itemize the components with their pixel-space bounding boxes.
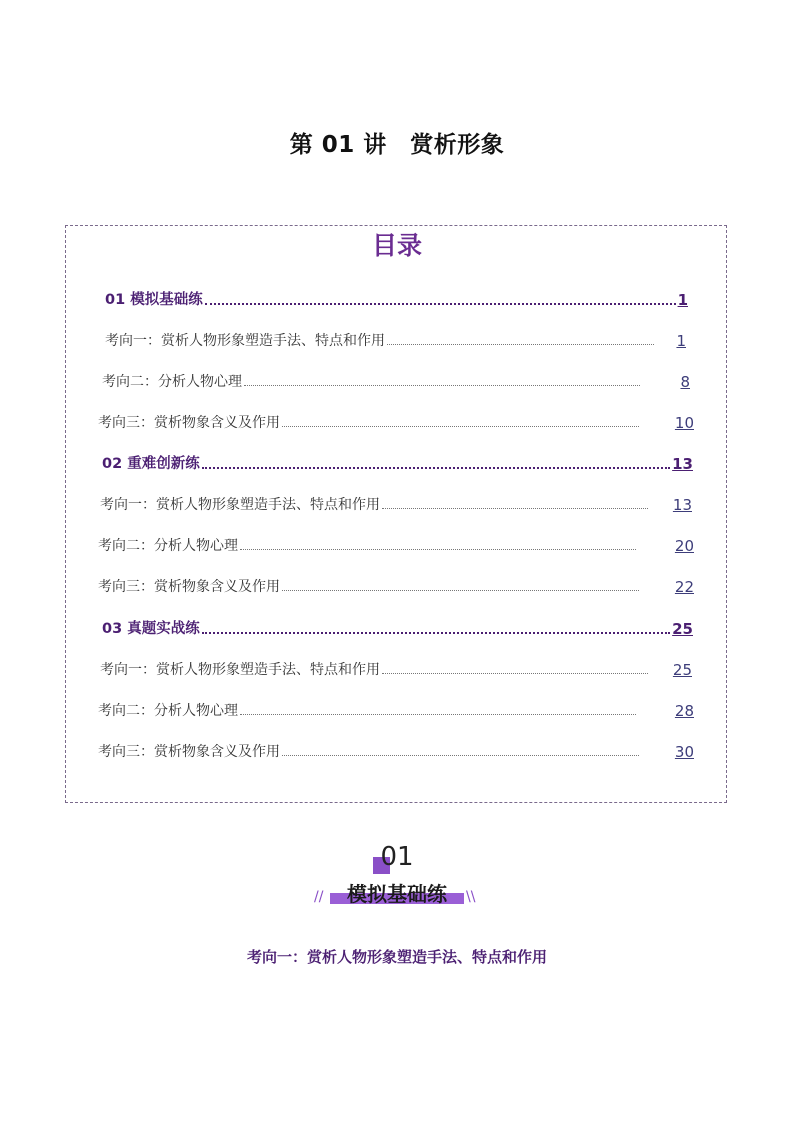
toc-leader bbox=[282, 754, 639, 756]
toc-leader bbox=[202, 466, 670, 469]
toc-leader bbox=[382, 672, 648, 674]
page-title: 第 01 讲 赏析形象 bbox=[289, 132, 505, 158]
toc-page-link[interactable]: 8 bbox=[680, 373, 690, 391]
toc-item-label: 考向二：分析人物心理 bbox=[102, 374, 242, 390]
subheading: 考向一：赏析人物形象塑造手法、特点和作用 bbox=[246, 948, 547, 966]
toc-page-link[interactable]: 20 bbox=[674, 537, 694, 555]
toc-leader bbox=[382, 507, 648, 509]
toc-item-label: 考向三：赏析物象含义及作用 bbox=[98, 744, 280, 760]
decorative-slash-left: // bbox=[314, 889, 324, 905]
toc-item-label: 考向一：赏析人物形象塑造手法、特点和作用 bbox=[100, 662, 380, 678]
toc-page-link[interactable]: 13 bbox=[672, 455, 693, 473]
toc-item[interactable] bbox=[105, 328, 688, 350]
toc-item-label: 考向一：赏析人物形象塑造手法、特点和作用 bbox=[105, 333, 385, 349]
toc-page-link[interactable]: 25 bbox=[672, 661, 692, 679]
toc-page-link[interactable]: 13 bbox=[672, 496, 692, 514]
toc-page-link[interactable]: 10 bbox=[674, 414, 694, 432]
toc-leader bbox=[282, 425, 639, 427]
toc-section-label: 03 真题实战练 bbox=[102, 621, 200, 637]
toc-leader bbox=[244, 384, 640, 386]
toc-item[interactable] bbox=[100, 657, 692, 679]
toc-section-03[interactable] bbox=[102, 616, 693, 638]
toc-page-link[interactable]: 1 bbox=[677, 291, 688, 309]
toc-item[interactable] bbox=[98, 739, 694, 761]
toc-leader bbox=[240, 548, 636, 550]
toc-section-label: 02 重难创新练 bbox=[102, 456, 200, 472]
toc-item[interactable] bbox=[98, 533, 694, 555]
toc-leader bbox=[202, 631, 670, 634]
toc-heading: 目录 bbox=[371, 231, 422, 260]
toc-section-01[interactable] bbox=[105, 287, 688, 309]
toc-page-link[interactable]: 28 bbox=[674, 702, 694, 720]
toc-page-link[interactable]: 25 bbox=[672, 620, 693, 638]
section-title: 模拟基础练 bbox=[347, 882, 447, 906]
toc-item-label: 考向三：赏析物象含义及作用 bbox=[98, 415, 280, 431]
toc-page-link[interactable]: 1 bbox=[676, 332, 686, 350]
toc-item-label: 考向二：分析人物心理 bbox=[98, 538, 238, 554]
toc-page-link[interactable]: 30 bbox=[674, 743, 694, 761]
toc-leader bbox=[387, 343, 654, 345]
toc-item[interactable] bbox=[98, 698, 694, 720]
toc-leader bbox=[240, 713, 636, 715]
toc-page-link[interactable]: 22 bbox=[674, 578, 694, 596]
section-number: 01 bbox=[380, 842, 414, 872]
toc-leader bbox=[282, 589, 639, 591]
toc-item-label: 考向三：赏析物象含义及作用 bbox=[98, 579, 280, 595]
toc-leader bbox=[205, 302, 676, 305]
toc-item[interactable] bbox=[98, 574, 694, 596]
toc-section-02[interactable] bbox=[102, 451, 693, 473]
toc-item[interactable] bbox=[102, 369, 690, 391]
toc-item[interactable] bbox=[98, 410, 694, 432]
decorative-slash-right: \\ bbox=[466, 889, 476, 905]
toc-item-label: 考向一：赏析人物形象塑造手法、特点和作用 bbox=[100, 497, 380, 513]
toc-item[interactable] bbox=[100, 492, 692, 514]
toc-item-label: 考向二：分析人物心理 bbox=[98, 703, 238, 719]
toc-section-label: 01 模拟基础练 bbox=[105, 292, 203, 308]
